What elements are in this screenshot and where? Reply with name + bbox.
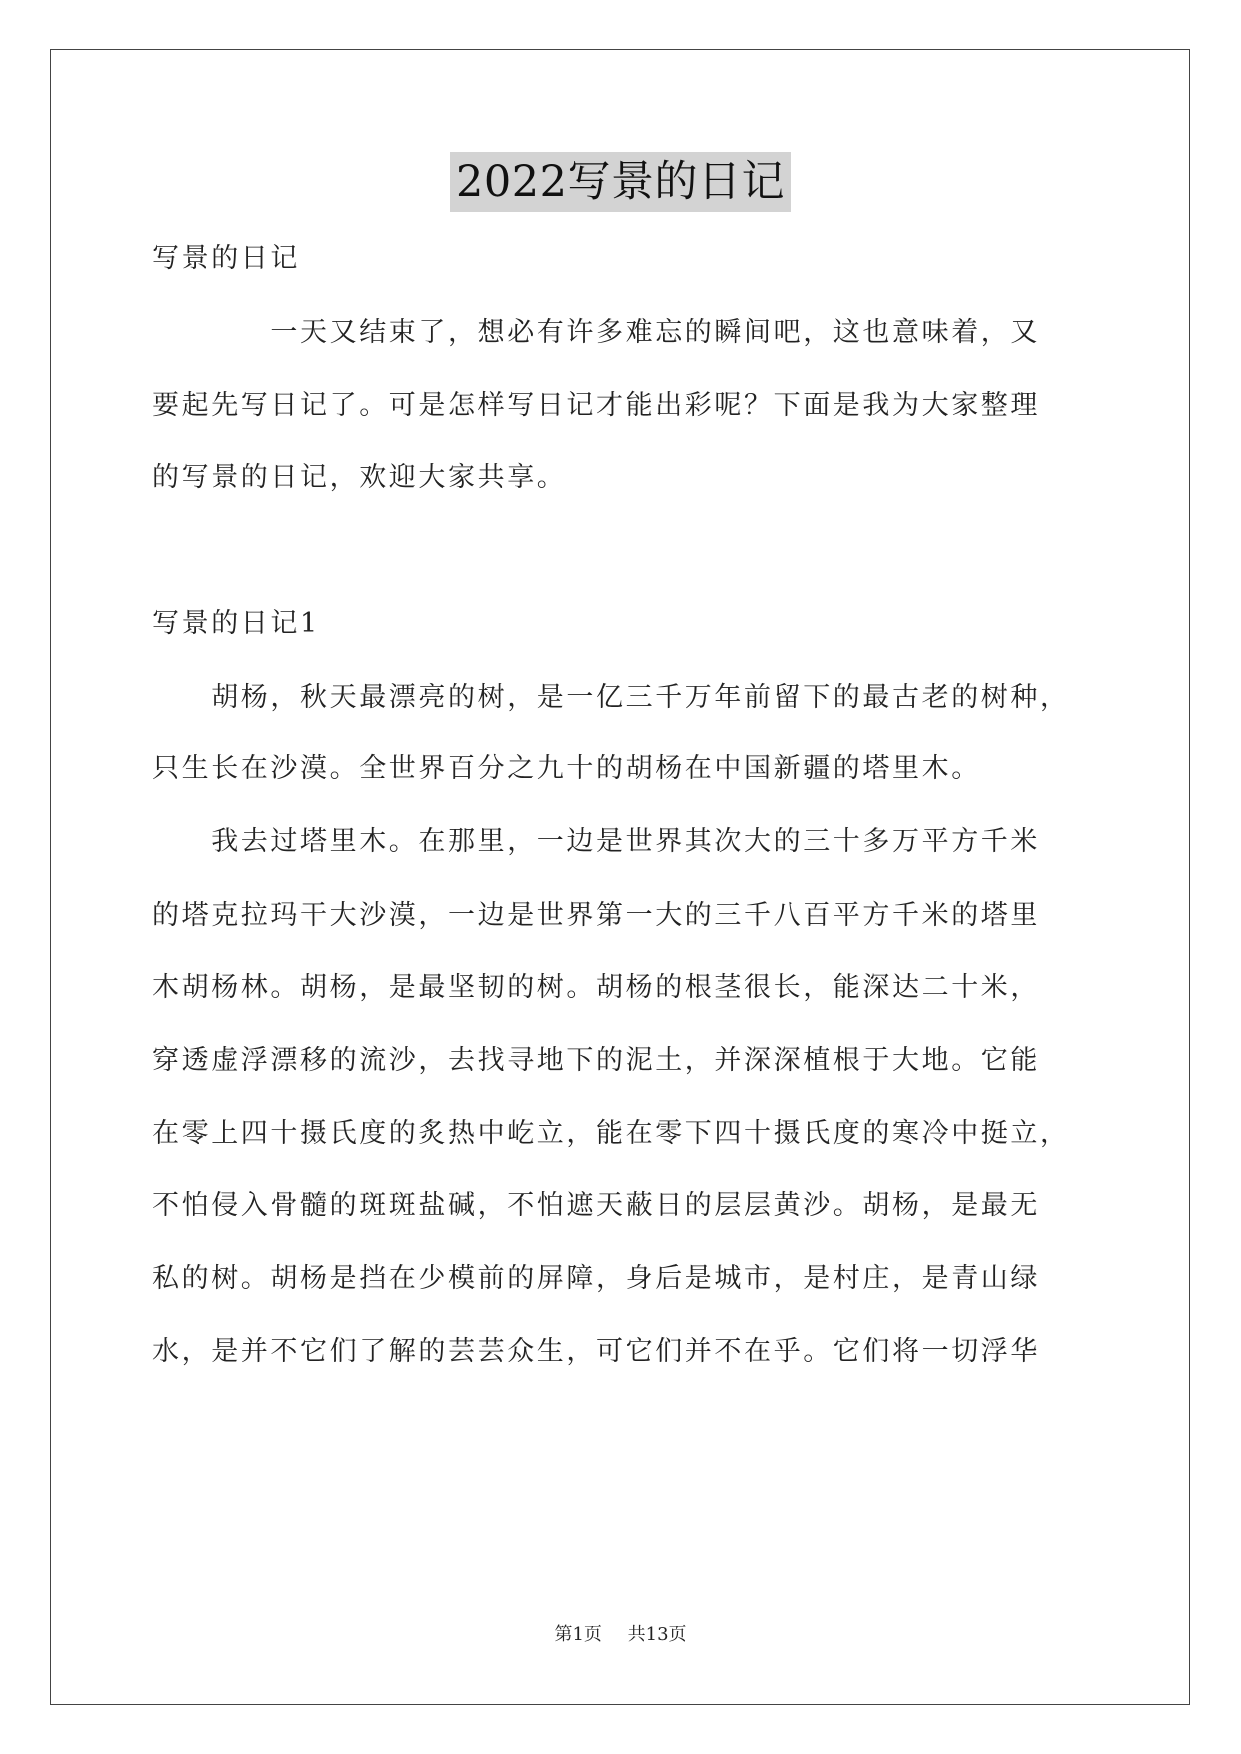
paragraph-line: 要起先写日记了。可是怎样写日记才能出彩呢？下面是我为大家整理	[152, 390, 1040, 421]
paragraph-line: 胡杨，秋天最漂亮的树，是一亿三千万年前留下的最古老的树种，	[152, 682, 1070, 713]
paragraph-line: 的塔克拉玛干大沙漠，一边是世界第一大的三千八百平方千米的塔里	[152, 900, 1040, 931]
section-heading-intro: 写景的日记	[152, 243, 300, 274]
paragraph-line: 一天又结束了，想必有许多难忘的瞬间吧，这也意味着，又	[152, 317, 1040, 348]
document-title: 2022写景的日记	[450, 152, 791, 212]
page-border	[50, 49, 1190, 1705]
page-footer	[0, 1624, 1241, 1646]
paragraph-line: 在零上四十摄氏度的炙热中屹立，能在零下四十摄氏度的寒冷中挺立，	[152, 1118, 1070, 1149]
paragraph-line: 水，是并不它们了解的芸芸众生，可它们并不在乎。它们将一切浮华	[152, 1336, 1040, 1367]
paragraph-line: 不怕侵入骨髓的斑斑盐碱，不怕遮天蔽日的层层黄沙。胡杨，是最无	[152, 1190, 1040, 1221]
paragraph-line: 私的树。胡杨是挡在少模前的屏障，身后是城市，是村庄，是青山绿	[152, 1263, 1040, 1294]
page-total: 共13页	[627, 1624, 687, 1645]
paragraph-line: 我去过塔里木。在那里，一边是世界其次大的三十多万平方千米	[152, 826, 1040, 857]
section-heading-diary-1: 写景的日记1	[152, 608, 320, 639]
paragraph-line: 穿透虚浮漂移的流沙，去找寻地下的泥土，并深深植根于大地。它能	[152, 1045, 1040, 1076]
paragraph-line: 木胡杨林。胡杨，是最坚韧的树。胡杨的根茎很长，能深达二十米，	[152, 972, 1040, 1003]
paragraph-line: 只生长在沙漠。全世界百分之九十的胡杨在中国新疆的塔里木。	[152, 753, 981, 784]
title-wrapper	[0, 152, 1241, 212]
page-number: 第1页	[554, 1624, 602, 1645]
paragraph-line: 的写景的日记，欢迎大家共享。	[152, 462, 567, 493]
